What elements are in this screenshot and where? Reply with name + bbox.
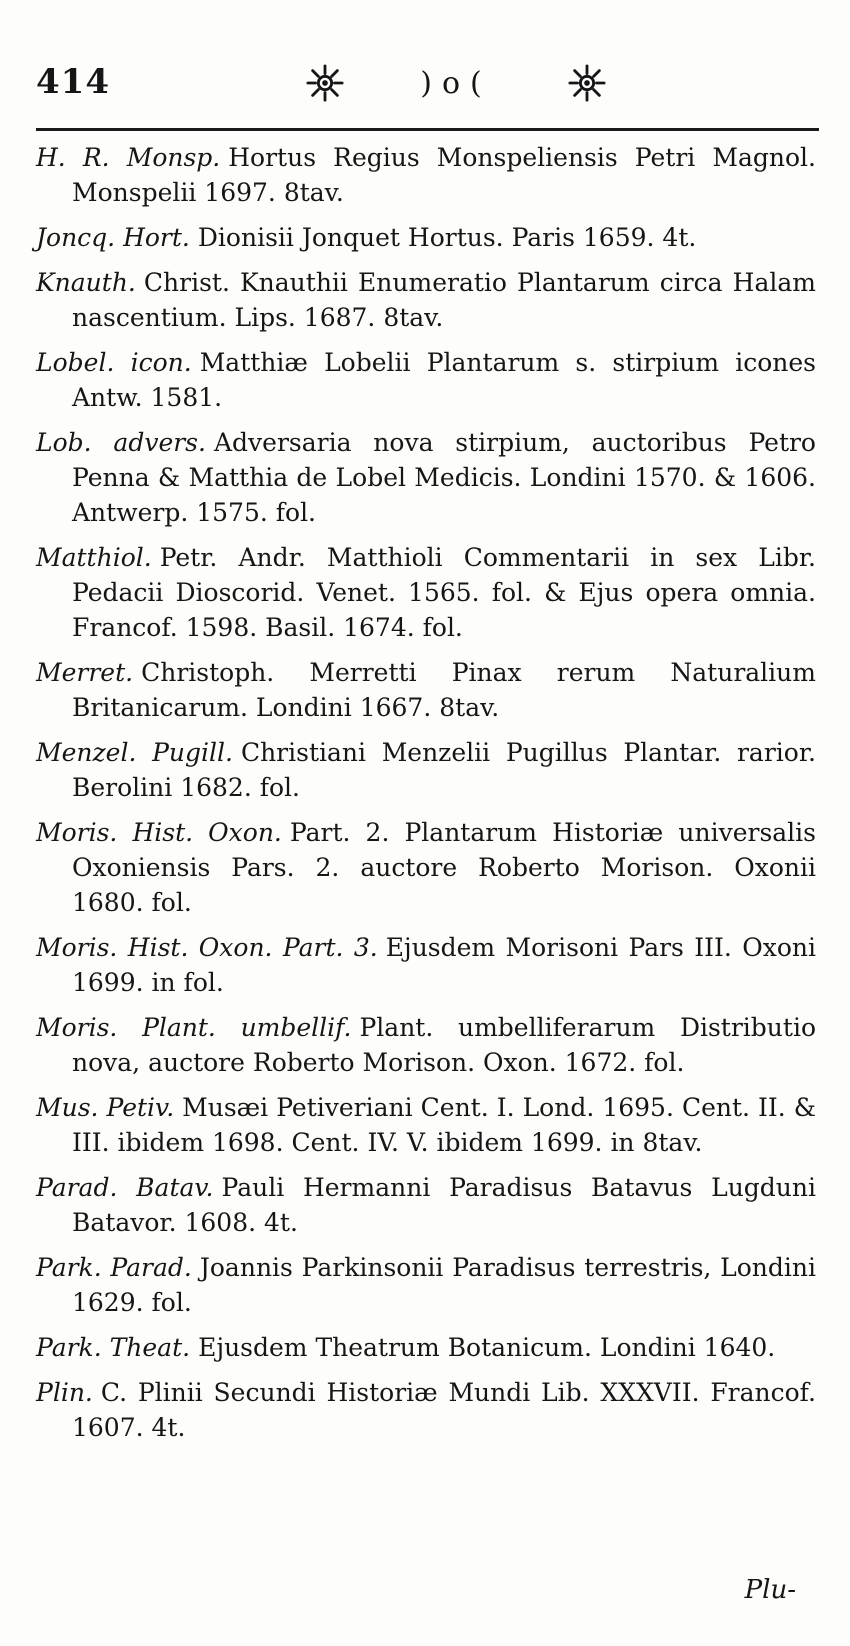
bibliography-entry: [36, 735, 816, 805]
header-ornament: [306, 58, 606, 108]
bibliography-entry: [36, 1375, 816, 1445]
bibliography-entry: [36, 1170, 816, 1240]
entry-text: Hortus Regius Monspeliensis Petri Magnol. Monspelii 1697. 8tav.: [72, 143, 816, 207]
entry-abbreviation: Moris. Hist. Oxon. Part. 3.: [36, 933, 378, 962]
bibliography-entry: [36, 815, 816, 920]
entry-abbreviation: Joncq. Hort.: [36, 223, 190, 252]
bibliography-entry: [36, 425, 816, 530]
floral-ornament-icon: [306, 64, 344, 102]
entry-abbreviation: Matthiol.: [36, 543, 152, 572]
entry-text: Adversaria nova stirpium, auctoribus Petro Penna & Matthia de Lobel Medicis. Londini 1570. & 1606. Antwerp. 1575. fol.: [72, 428, 816, 527]
bibliography-entry: [36, 540, 816, 645]
header-ornament-text: )o(: [420, 65, 492, 101]
bibliography-entry: [36, 345, 816, 415]
bibliography-entry: [36, 140, 816, 210]
entry-text: Joannis Parkinsonii Paradisus terrestris, Londini 1629. fol.: [72, 1253, 816, 1317]
entry-abbreviation: Mus. Petiv.: [36, 1093, 175, 1122]
entry-text: Matthiæ Lobelii Plantarum s. stirpium icones Antw. 1581.: [72, 348, 816, 412]
entry-text: Pauli Hermanni Paradisus Batavus Lugduni Batavor. 1608. 4t.: [72, 1173, 816, 1237]
bibliography-entry: [36, 1250, 816, 1320]
bibliography-entry: [36, 1330, 816, 1365]
entry-abbreviation: Parad. Batav.: [36, 1173, 214, 1202]
entry-text: Plant. umbelliferarum Distributio nova, auctore Roberto Morison. Oxon. 1672. fol.: [72, 1013, 816, 1077]
bibliography-entry: [36, 220, 816, 255]
header-rule: [36, 128, 819, 131]
entry-abbreviation: Lobel. icon.: [36, 348, 192, 377]
entry-abbreviation: Moris. Hist. Oxon.: [36, 818, 282, 847]
entry-abbreviation: Park. Parad.: [36, 1253, 192, 1282]
entry-text: Christiani Menzelii Pugillus Plantar. rarior. Berolini 1682. fol.: [72, 738, 816, 802]
entry-text: Ejusdem Theatrum Botanicum. Londini 1640.: [198, 1333, 776, 1362]
bibliography-entry: [36, 655, 816, 725]
entry-abbreviation: Knauth.: [36, 268, 136, 297]
bibliography-list: [36, 140, 816, 1455]
entry-abbreviation: Menzel. Pugill.: [36, 738, 233, 767]
entry-text: Christoph. Merretti Pinax rerum Naturalium Britanicarum. Londini 1667. 8tav.: [72, 658, 816, 722]
bibliography-entry: [36, 930, 816, 1000]
entry-text: Petr. Andr. Matthioli Commentarii in sex Libr. Pedacii Dioscorid. Venet. 1565. fol. & Ejus opera omnia. Francof. 1598. Basil. 1674. fol.: [72, 543, 816, 642]
entry-text: Ejusdem Morisoni Pars III. Oxoni 1699. in fol.: [72, 933, 816, 997]
entry-abbreviation: H. R. Monsp.: [36, 143, 221, 172]
entry-text: Dionisii Jonquet Hortus. Paris 1659. 4t.: [197, 223, 697, 252]
entry-abbreviation: Plin.: [36, 1378, 93, 1407]
entry-text: Musæi Petiveriani Cent. I. Lond. 1695. Cent. II. & III. ibidem 1698. Cent. IV. V. ibidem 1699. in 8tav.: [72, 1093, 816, 1157]
floral-ornament-icon: [568, 64, 606, 102]
bibliography-entry: [36, 1090, 816, 1160]
entry-text: Christ. Knauthii Enumeratio Plantarum circa Halam nascentium. Lips. 1687. 8tav.: [72, 268, 816, 332]
entry-text: C. Plinii Secundi Historiæ Mundi Lib. XXXVII. Francof. 1607. 4t.: [72, 1378, 816, 1442]
catchword: Plu-: [744, 1575, 796, 1605]
bibliography-entry: [36, 1010, 816, 1080]
page-number: 414: [36, 62, 110, 102]
entry-abbreviation: Park. Theat.: [36, 1333, 191, 1362]
bibliography-entry: [36, 265, 816, 335]
entry-abbreviation: Merret.: [36, 658, 134, 687]
page-header: [36, 58, 816, 118]
entry-text: Part. 2. Plantarum Historiæ universalis Oxoniensis Pars. 2. auctore Roberto Morison. Oxonii 1680. fol.: [72, 818, 816, 917]
entry-abbreviation: Lob. advers.: [36, 428, 206, 457]
entry-abbreviation: Moris. Plant. umbellif.: [36, 1013, 352, 1042]
